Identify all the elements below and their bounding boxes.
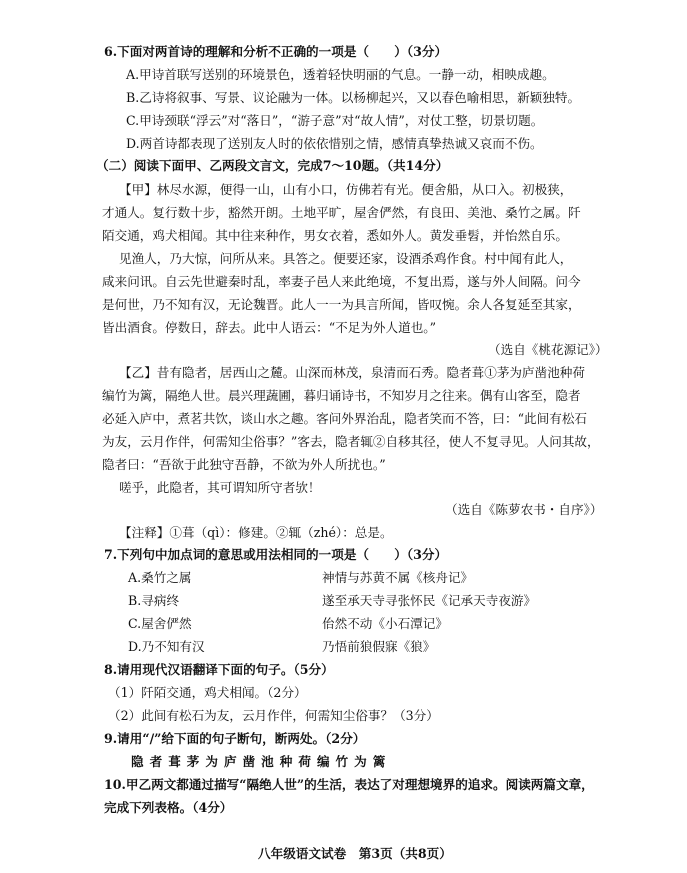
q7-option-b: B.寻病终 — [128, 593, 180, 608]
passage-yi-line: 嗟乎，此隐者，其可谓知所守者欤！ — [119, 480, 321, 495]
q7-option-c-compare: 佁然不动《小石潭记》 — [322, 616, 448, 631]
page-footer: 八年级语文试卷 第3页（共8页） — [258, 846, 452, 861]
passage-yi-line: 编竹为篱，隔绝人世。晨兴理蔬圃，暮归诵诗书，不知岁月之往来。偶有山客至，隐者 — [102, 388, 581, 403]
passage-yi-line: 必延入庐中，煮茗共饮，谈山水之趣。客问外界治乱，隐者笑而不答，曰：“此间有松石 — [102, 411, 588, 426]
q6-option-d: D.两首诗都表现了送别友人时的依依惜别之情，感情真挚热诚又哀而不伤。 — [126, 136, 543, 151]
passage-jia-line: 见渔人，乃大惊，问所从来。具答之。便要还家，设酒杀鸡作食。村中闻有此人， — [119, 251, 573, 266]
passage-jia-line: 咸来问讯。自云先世避秦时乱，率妻子邑人来此绝境，不复出焉，遂与外人间隔。问今 — [102, 274, 581, 289]
passage-yi-line: 为友，云月作伴，何需知尘俗事？”客去，隐者辄②自移其径，使人不复寻见。人问其故， — [102, 434, 600, 449]
passage-jia-line: 陌交通，鸡犬相闻。其中往来种作，男女衣着，悉如外人。黄发垂髫，并怡然自乐。 — [102, 228, 568, 243]
q8-item-2: （2）此间有松石为友，云月作伴，何需知尘俗事？（3分） — [108, 708, 439, 723]
q7-option-c: C.屋舍俨然 — [128, 616, 192, 631]
passage-yi-line: 隐者曰：“吾欲于此独守吾静，不欲为外人所扰也。” — [102, 457, 386, 472]
q7-option-d: D.乃不知有汉 — [128, 639, 205, 654]
passage-jia-line: 皆出酒食。停数日，辞去。此中人语云：“不足为外人道也。” — [102, 320, 437, 335]
q8-item-1: （1）阡陌交通，鸡犬相闻。（2分） — [108, 685, 307, 700]
q7-option-d-compare: 乃悟前狼假寐《狼》 — [322, 639, 436, 654]
passage-jia-line: 才通人。复行数十步，豁然开朗。土地平旷，屋舍俨然，有良田、美池、桑竹之属。阡 — [102, 205, 581, 220]
passage-jia-line: 是何世，乃不知有汉，无论魏晋。此人一一为具言所闻，皆叹惋。余人各复延至其家， — [102, 297, 581, 312]
q9-sentence: 隐者葺茅为庐凿池种荷编竹为篱 — [131, 754, 392, 769]
passage-jia-line: 【甲】林尽水源，便得一山，山有小口，仿佛若有光。便舍船，从口入。初极狭， — [119, 182, 573, 197]
q7-option-a-compare: 神情与苏黄不属《核舟记》 — [322, 570, 474, 585]
q10-stem-line1: 10.甲乙两文都通过描写“隔绝人世”的生活，表达了对理想境界的追求。阅读两篇文章， — [104, 777, 594, 792]
passage-yi-source: （选自《陈萝农书・自序》） — [445, 502, 603, 517]
q6-option-c: C.甲诗颈联“浮云”对“落日”，“游子意”对“故人情”，对仗工整，切景切题。 — [126, 113, 544, 128]
q6-option-a: A.甲诗首联写送别的环境景色，透着轻快明丽的气息。一静一动，相映成趣。 — [126, 67, 555, 82]
q6-stem: 6.下面对两首诗的理解和分析不正确的一项是（ ）（3分） — [104, 44, 448, 59]
q7-option-b-compare: 遂至承天寺寻张怀民《记承天寺夜游》 — [322, 593, 537, 608]
q8-stem: 8.请用现代汉语翻译下面的句子。（5分） — [104, 662, 334, 677]
q7-stem: 7.下列句中加点词的意思或用法相同的一项是（ ）（3分） — [104, 547, 448, 562]
q6-option-b: B.乙诗将叙事、写景、议论融为一体。以杨柳起兴，又以春色喻相思，新颖独特。 — [126, 90, 581, 105]
passage-jia-source: （选自《桃花源记》） — [488, 342, 608, 357]
q10-stem-line2: 完成下列表格。（4分） — [104, 800, 233, 815]
passage-yi-line: 【乙】昔有隐者，居西山之麓。山深而林茂，泉清而石秀。隐者葺①茅为庐凿池种荷 — [119, 365, 585, 380]
q7-option-a: A.桑竹之属 — [128, 570, 192, 585]
passage-yi-notes: 【注释】①葺（qì）：修建。②辄（zhé）：总是。 — [119, 525, 393, 540]
q9-stem: 9.请用“/”给下面的句子断句，断两处。（2分） — [104, 731, 366, 746]
section2-heading: （二）阅读下面甲、乙两段文言文，完成7～10题。（共14分） — [96, 158, 449, 173]
